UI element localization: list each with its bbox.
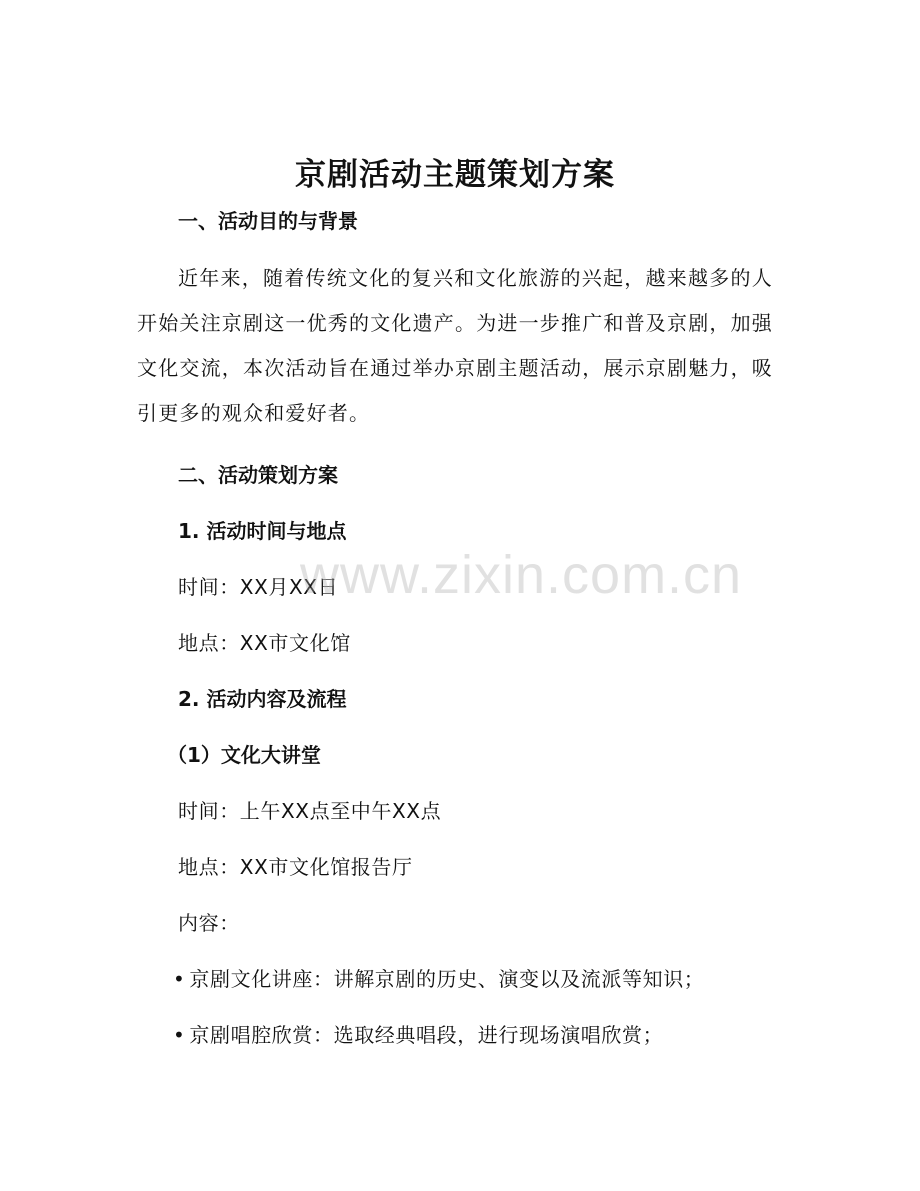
- section-paragraph-background: 近年来，随着传统文化的复兴和文化旅游的兴起，越来越多的人开始关注京剧这一优秀的文化遗产。为进一步推广和普及京剧，加强文化交流，本次活动旨在通过举办京剧主题活动，展示京剧魅力，吸引更多的观众和爱好者。: [137, 266, 773, 425]
- item-heading-lecture: （1）文化大讲堂: [167, 743, 321, 767]
- section-heading-plan: 二、活动策划方案: [178, 463, 338, 487]
- list-item: [137, 964, 773, 994]
- lecture-content-label: 内容：: [178, 911, 240, 935]
- bullet-icon: •: [173, 967, 186, 991]
- event-place: 地点：XX市文化馆: [178, 631, 351, 655]
- event-time: 时间：XX月XX日: [178, 575, 339, 599]
- list-item: [137, 1020, 773, 1050]
- document-body: [137, 150, 773, 1050]
- document-title: 京剧活动主题策划方案: [295, 157, 615, 193]
- lecture-time: 时间：上午XX点至中午XX点: [178, 799, 442, 823]
- bullet-text: 京剧唱腔欣赏：选取经典唱段，进行现场演唱欣赏；: [189, 1023, 664, 1047]
- bullet-icon: •: [173, 1023, 186, 1047]
- watermark: www.zixin.com.cn: [300, 545, 743, 605]
- bullet-text: 京剧文化讲座：讲解京剧的历史、演变以及流派等知识；: [189, 967, 705, 991]
- section-heading-purpose: 一、活动目的与背景: [178, 209, 358, 233]
- lecture-place: 地点：XX市文化馆报告厅: [178, 855, 413, 879]
- subsection-heading-time-place: 1. 活动时间与地点: [178, 519, 347, 543]
- subsection-heading-content-flow: 2. 活动内容及流程: [178, 687, 347, 711]
